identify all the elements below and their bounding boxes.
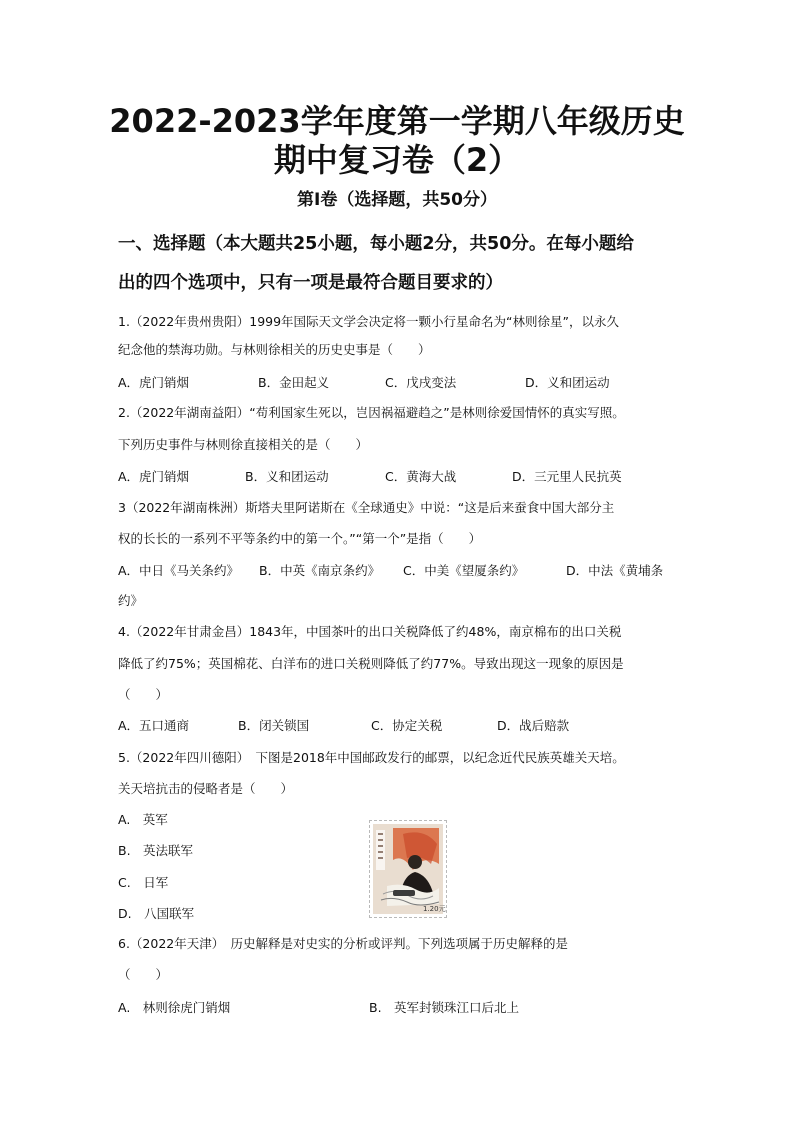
- q3-stem-line2: 权的长长的一系列不平等条约中的第一个。”“第一个”是指（ ）: [118, 531, 482, 546]
- q3-stem-line1: 3（2022年湖南株洲）斯塔夫里阿诺斯在《全球通史》中说：“这是后来蚕食中国大部分主: [118, 500, 615, 515]
- q1-option-a: A．虎门销烟: [118, 375, 190, 390]
- q4-option-a: A．五口通商: [118, 718, 190, 733]
- q1-option-b: B．金田起义: [258, 375, 330, 390]
- q4-option-b: B．闭关锁国: [238, 718, 310, 733]
- section-heading-line1: 一、选择题（本大题共25小题，每小题2分，共50分。在每小题给: [118, 234, 634, 254]
- q4-option-c: C．协定关税: [371, 718, 443, 733]
- q2-stem-line1: 2.（2022年湖南益阳）“苟利国家生死以，岂因祸福避趋之”是林则徐爱国情怀的真实写照。: [118, 405, 625, 420]
- q5-option-a: A. 英军: [118, 812, 168, 827]
- q6-option-a: A. 林则徐虎门销烟: [118, 1000, 231, 1015]
- stamp-illustration: [373, 824, 446, 914]
- q3-option-d-continuation: 约》: [118, 593, 144, 608]
- q4-stem-line1: 4.（2022年甘肃金昌）1843年，中国茶叶的出口关税降低了约48%，南京棉布的出口关税: [118, 624, 622, 639]
- q5-option-c: C. 日军: [118, 875, 169, 890]
- exam-title-line1: 2022-2023学年度第一学期八年级历史: [109, 102, 685, 140]
- q4-stem-line3: （ ）: [118, 687, 169, 702]
- q3-option-a: A．中日《马关条约》: [118, 563, 240, 578]
- part-subtitle: 第Ⅰ卷（选择题，共50分）: [297, 190, 497, 210]
- q6-stem-line2: （ ）: [118, 967, 169, 982]
- q5-stem-line2: 关天培抗击的侵略者是（ ）: [118, 781, 294, 796]
- stamp-face-value: 1.20元: [423, 905, 446, 913]
- q4-option-d: D．战后赔款: [497, 718, 570, 733]
- q5-option-d: D. 八国联军: [118, 906, 195, 921]
- q4-stem-line2: 降低了约75%；英国棉花、白洋布的进口关税则降低了约77%。导致出现这一现象的原因是: [118, 656, 624, 671]
- q3-option-c: C．中美《望厦条约》: [403, 563, 525, 578]
- guan-tianpei-stamp-image: [369, 820, 447, 918]
- q5-option-b: B. 英法联军: [118, 843, 194, 858]
- q1-stem-line2: 纪念他的禁海功勋。与林则徐相关的历史史事是（ ）: [118, 342, 431, 357]
- q5-stem-line1: 5.（2022年四川德阳） 下图是2018年中国邮政发行的邮票，以纪念近代民族英雄关天培。: [118, 750, 625, 765]
- q3-option-b: B．中英《南京条约》: [259, 563, 381, 578]
- q2-option-c: C．黄海大战: [385, 469, 457, 484]
- q2-option-a: A．虎门销烟: [118, 469, 190, 484]
- section-heading-line2: 出的四个选项中，只有一项是最符合题目要求的）: [118, 273, 503, 293]
- q1-stem-line1: 1.（2022年贵州贵阳）1999年国际天文学会决定将一颗小行星命名为“林则徐星”，以永久: [118, 314, 620, 329]
- exam-title-line2: 期中复习卷（2）: [273, 141, 521, 179]
- q2-option-d: D．三元里人民抗英: [512, 469, 622, 484]
- q3-option-d: D．中法《黄埔条: [566, 563, 664, 578]
- q2-stem-line2: 下列历史事件与林则徐直接相关的是（ ）: [118, 437, 369, 452]
- q2-option-b: B．义和团运动: [245, 469, 329, 484]
- q6-option-b: B. 英军封锁珠江口后北上: [369, 1000, 520, 1015]
- q1-option-c: C．戊戌变法: [385, 375, 457, 390]
- q1-option-d: D．义和团运动: [525, 375, 610, 390]
- q6-stem-line1: 6.（2022年天津） 历史解释是对史实的分析或评判。下列选项属于历史解释的是: [118, 936, 568, 951]
